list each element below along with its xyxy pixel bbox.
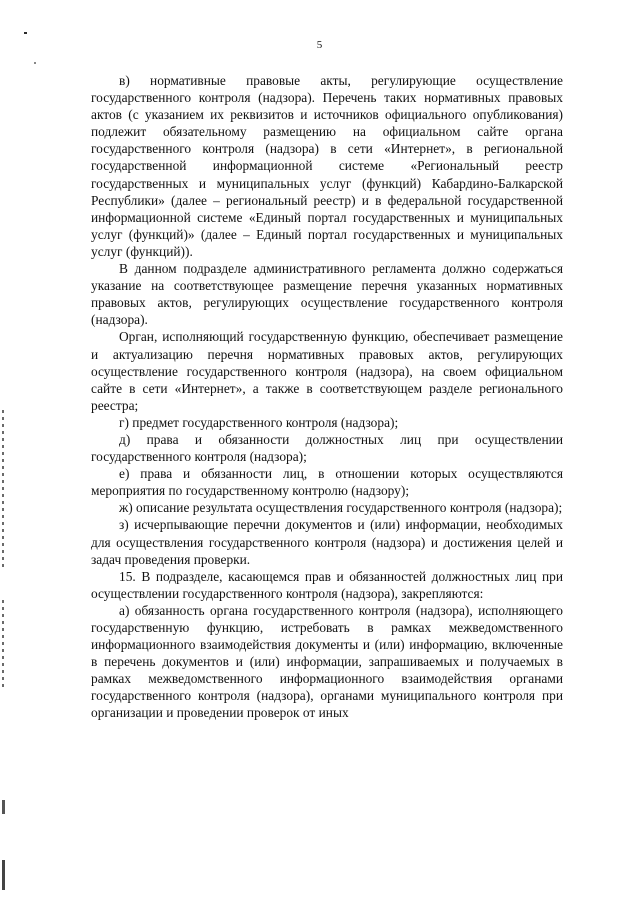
scan-artifact-dot <box>24 32 27 34</box>
page-number: 5 <box>316 39 323 51</box>
paragraph: г) предмет государственного контроля (надзора); <box>119 414 399 430</box>
scan-artifact-strip <box>2 600 4 690</box>
paragraph: В данном подразделе административного регламента должно содержаться указание на соответствующее размещение перечня указанных нормативных правовых актов, регулирующих осуществление государственного контроля (надзора). <box>91 261 563 328</box>
paragraph: Орган, исполняющий государственную функцию, обеспечивает размещение и актуализацию перечня нормативных правовых актов, регулирующих осуществление государственного контроля (надзора), на своем официальном сайте в сети «Интернет», а также в соответствующем разделе регионального реестра; <box>91 329 563 413</box>
paragraph: д) права и обязанности должностных лиц при осуществлении государственного контроля (надзора); <box>91 431 563 465</box>
paragraph: з) исчерпывающие перечни документов и (или) информации, необходимых для осуществления государственного контроля (надзора) и достижения целей и задач проведения проверки. <box>91 517 563 567</box>
document-body <box>91 72 563 722</box>
paragraph: ж) описание результата осуществления государственного контроля (надзора); <box>119 500 563 516</box>
scan-artifact-strip <box>2 410 4 570</box>
paragraph: в) нормативные правовые акты, регулирующие осуществление государственного контроля (надзора). Перечень таких нормативных правовых актов (с указанием их реквизитов и источников официального опубликования) подлежит обязательному размещению на официальном сайте органа государственного контроля (надзора) в сети «Интернет», в региональной государственной информационной системе «Региональный реестр государственных и муниципальных услуг (функций) Кабардино-Балкарской Республики» (далее – региональный реестр) и в федеральной государственной информационной системе «Единый портал государственных и муниципальных услуг (функций)» (далее – Единый портал государственных и муниципальных услуг (функций)). <box>91 73 563 259</box>
scan-artifact-dot <box>2 860 5 890</box>
paragraph: е) права и обязанности лиц, в отношении которых осуществляются мероприятия по государственному контролю (надзору); <box>91 466 563 499</box>
scan-artifact-dot <box>2 800 5 814</box>
paragraph: а) обязанность органа государственного контроля (надзора), исполняющего государственную функцию, истребовать в рамках межведомственного информационного взаимодействия документы и (или) информацию, включенные в перечень документов и (или) информации, запрашиваемых и получаемых в рамках межведомственного информационного взаимодействия органами государственного контроля (надзора), органами муниципального контроля при организации и проведении проверок от иных <box>91 602 563 721</box>
paragraph: 15. В подразделе, касающемся прав и обязанностей должностных лиц при осуществлении государственного контроля (надзора), закрепляются: <box>91 568 563 601</box>
scan-artifact-dot <box>34 62 36 64</box>
